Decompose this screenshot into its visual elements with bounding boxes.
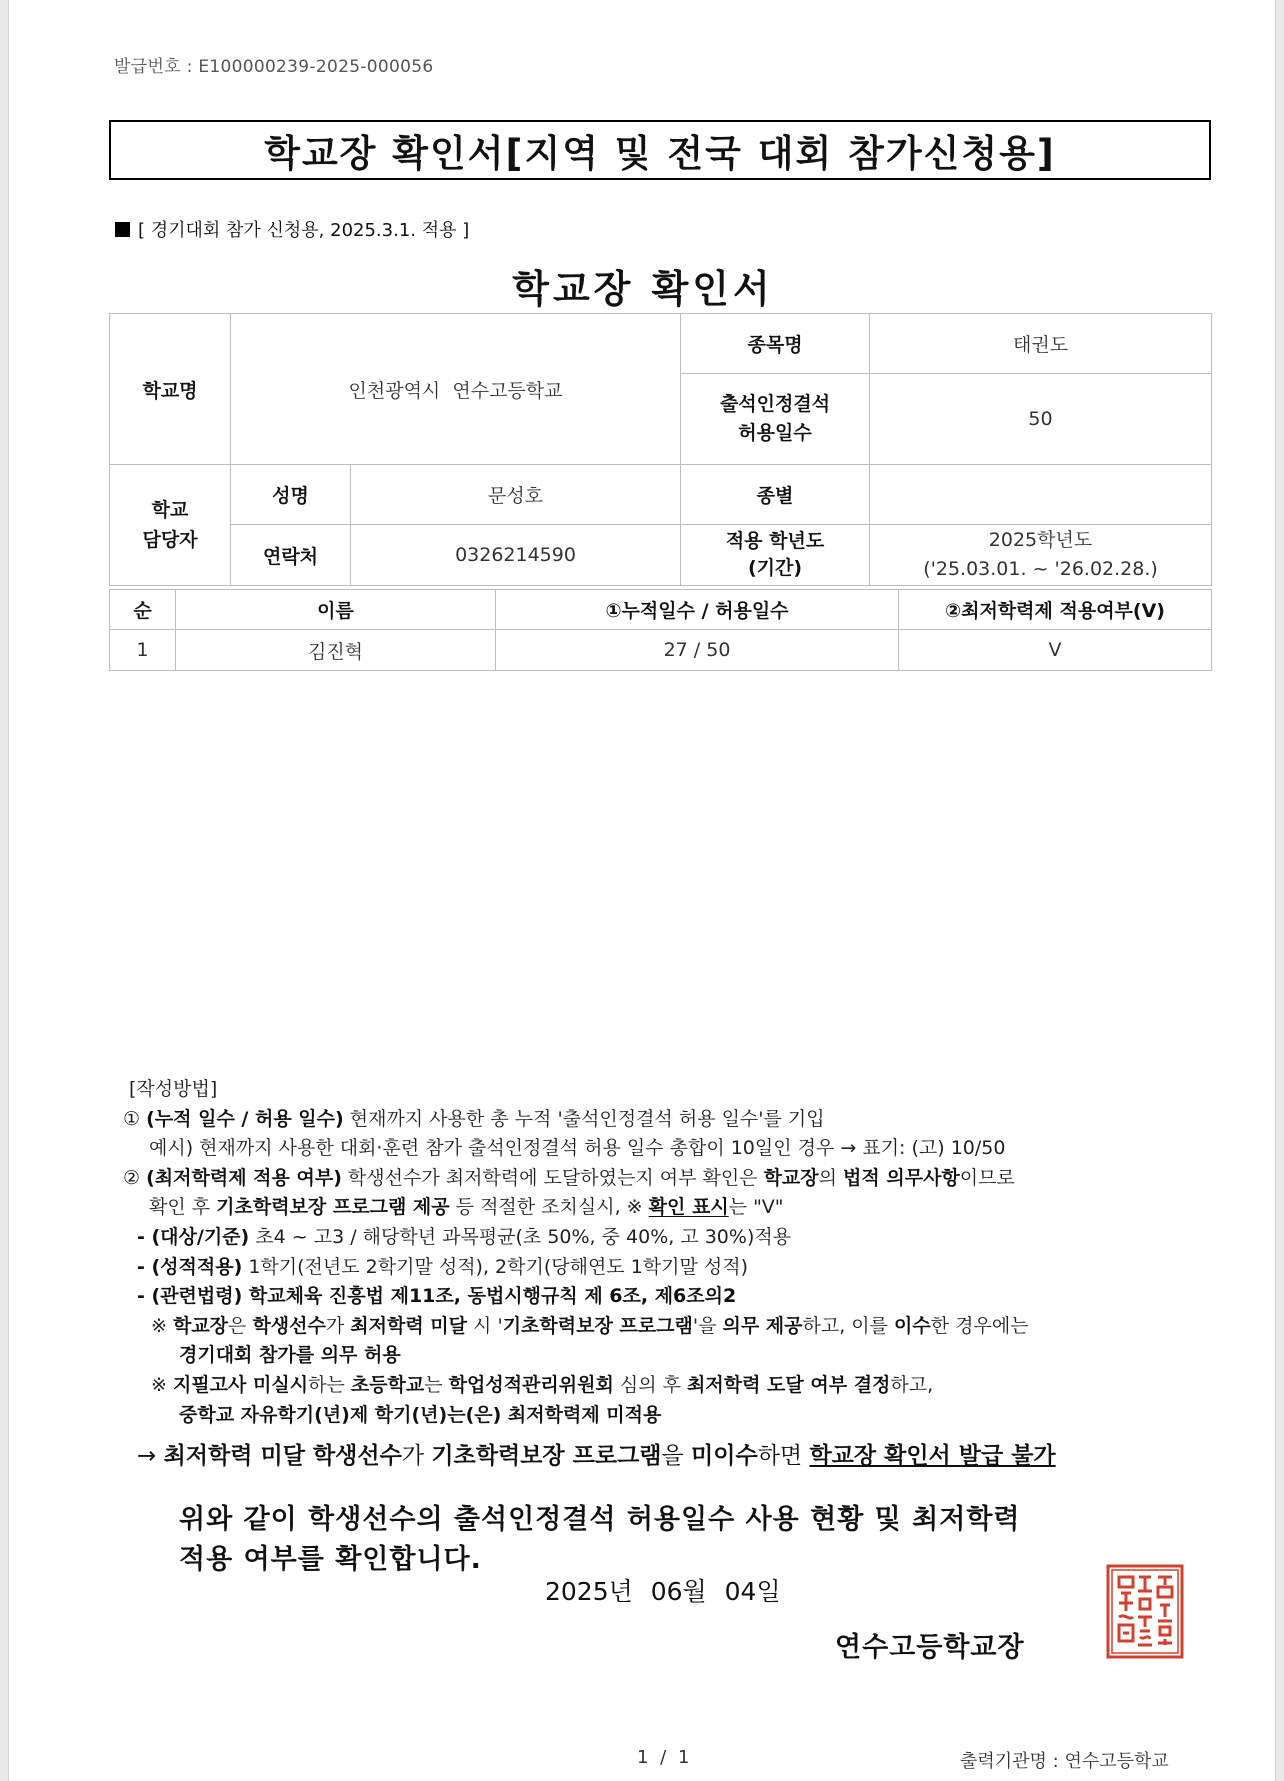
- absence-allowance-label: 출석인정결석 허용일수: [681, 374, 870, 465]
- page-number: 1 / 1: [637, 1747, 690, 1768]
- principal-name: 연수고등학교장: [835, 1632, 1025, 1663]
- instruction-line: ※ 지필고사 미실시하는 초등학교는 학업성적관리위원회 심의 후 최저학력 도달 여부 결정하고,: [151, 1373, 934, 1396]
- instruction-line: - (관련법령) 학교체육 진흥법 제11조, 동법시행규칙 제 6조, 제6조의2: [137, 1285, 737, 1308]
- warning-line: → 최저학력 미달 학생선수가 기초학력보장 프로그램을 미이수하면 학교장 확인서 발급 불가: [137, 1443, 1056, 1469]
- sport-value: 태권도: [870, 314, 1212, 374]
- issue-date: 2025년 06월 04일: [545, 1577, 781, 1606]
- col-header-name: 이름: [176, 590, 496, 630]
- event-class-label: 종별: [681, 465, 870, 525]
- row-name: 김진혁: [176, 630, 496, 671]
- school-manager-label: 학교 담당자: [110, 465, 231, 586]
- instruction-line: ① (누적 일수 / 허용 일수) 현재까지 사용한 총 누적 '출석인정결석 허용 일수'를 기입: [123, 1107, 825, 1130]
- printing-org: 출력기관명 : 연수고등학교: [960, 1751, 1169, 1772]
- instruction-line: 예시) 현재까지 사용한 대회·훈련 참가 출석인정결석 허용 일수 총합이 10일인 경우 → 표기: (고) 10/50: [149, 1137, 1006, 1160]
- instruction-line: ※ 학교장은 학생선수가 최저학력 미달 시 '기초학력보장 프로그램'을 의무 제공하고, 이를 이수한 경우에는: [151, 1314, 1029, 1337]
- manager-name-label: 성명: [231, 465, 351, 525]
- instruction-line: ② (최저학력제 적용 여부) 학생선수가 최저학력에 도달하였는지 여부 확인은 학교장의 법적 의무사항이므로: [123, 1166, 1015, 1189]
- sub-note: [115, 216, 469, 242]
- document-page: [8, 0, 1276, 1781]
- manager-name-value: 문성호: [351, 465, 681, 525]
- contact-value: 0326214590: [351, 525, 681, 586]
- students-table: [109, 589, 1212, 671]
- issue-number: 발급번호 : E100000239-2025-000056: [114, 57, 434, 77]
- contact-label: 연락처: [231, 525, 351, 586]
- school-year-label: 적용 학년도 (기간): [681, 525, 870, 586]
- school-seal-stamp: [1105, 1563, 1185, 1660]
- row-applied: V: [899, 630, 1212, 671]
- instructions-heading: [작성방법]: [129, 1078, 218, 1100]
- col-header-days: ①누적일수 / 허용일수: [496, 590, 899, 630]
- row-days: 27 / 50: [496, 630, 899, 671]
- info-table: [109, 313, 1212, 586]
- col-header-no: 순: [110, 590, 176, 630]
- instructions: [123, 1075, 1247, 1430]
- instruction-line: 확인 후 기초학력보장 프로그램 제공 등 적절한 조치실시, ※ 확인 표시는 "V": [149, 1196, 784, 1219]
- instruction-line: - (성적적용) 1학기(전년도 2학기말 성적), 2학기(당해연도 1학기말 성적): [137, 1255, 749, 1278]
- sub-note-text: [ 경기대회 참가 신청용, 2025.3.1. 적용 ]: [138, 220, 470, 241]
- sport-label: 종목명: [681, 314, 870, 374]
- table-row: [110, 630, 1212, 671]
- document-title: 학교장 확인서: [512, 267, 774, 311]
- school-name-label: 학교명: [110, 314, 231, 465]
- square-bullet-icon: [115, 222, 130, 237]
- instruction-line: - (대상/기준) 초4 ~ 고3 / 해당학년 과목평균(초 50%, 중 40%, 고 30%)적용: [137, 1225, 792, 1248]
- confirmation-text: 위와 같이 학생선수의 출석인정결석 허용일수 사용 현황 및 최저학력 적용 여부를 확인합니다.: [179, 1504, 1021, 1575]
- school-year-value: 2025학년도 ('25.03.01. ~ '26.02.28.): [870, 525, 1212, 586]
- absence-allowance-value: 50: [870, 374, 1212, 465]
- row-no: 1: [110, 630, 176, 671]
- col-header-min-academic: ②최저학력제 적용여부(V): [899, 590, 1212, 630]
- school-name-value: 인천광역시 연수고등학교: [231, 314, 681, 465]
- instruction-line: 중학교 자유학기(년)제 학기(년)는(은) 최저학력제 미적용: [179, 1403, 662, 1426]
- instruction-line: 경기대회 참가를 의무 허용: [179, 1344, 401, 1367]
- main-title: 학교장 확인서[지역 및 전국 대회 참가신청용]: [109, 120, 1211, 180]
- event-class-value: [870, 465, 1212, 525]
